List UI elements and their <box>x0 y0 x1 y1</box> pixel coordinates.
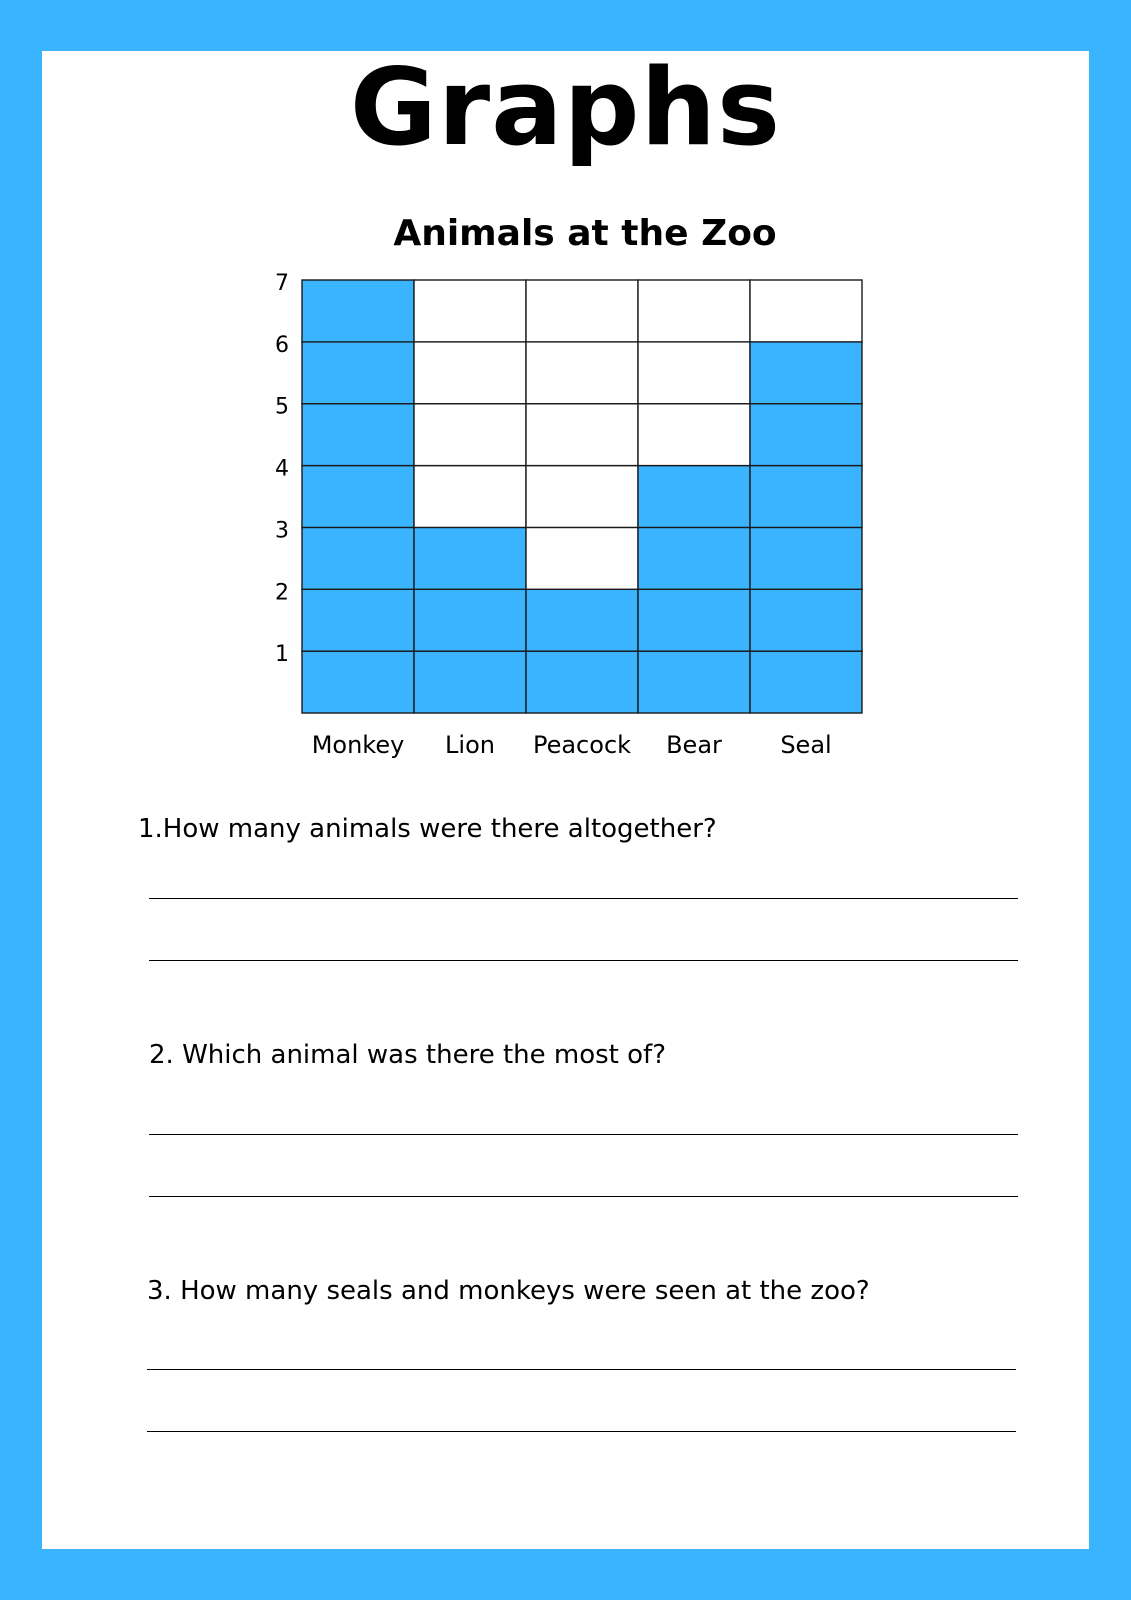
question-2: 2. Which animal was there the most of? <box>149 1040 666 1070</box>
answer-line[interactable] <box>147 1369 1016 1370</box>
empty-cell-bear <box>638 404 750 466</box>
empty-cell-peacock <box>526 527 638 589</box>
y-tick-label: 4 <box>275 456 289 482</box>
bar-cell-lion <box>414 527 526 589</box>
bar-cell-seal <box>750 404 862 466</box>
x-tick-label: Seal <box>780 731 832 759</box>
empty-cell-peacock <box>526 404 638 466</box>
bar-cell-monkey <box>302 280 414 342</box>
empty-cell-lion <box>414 342 526 404</box>
y-tick-label: 2 <box>275 580 289 606</box>
x-tick-label: Monkey <box>311 731 405 759</box>
bar-cell-monkey <box>302 527 414 589</box>
answer-line[interactable] <box>147 1431 1016 1432</box>
x-tick-label: Bear <box>666 731 722 759</box>
empty-cell-seal <box>750 280 862 342</box>
bar-cell-seal <box>750 527 862 589</box>
y-tick-label: 7 <box>275 271 289 296</box>
bar-cell-seal <box>750 589 862 651</box>
bar-cell-bear <box>638 466 750 528</box>
y-tick-label: 5 <box>275 394 289 420</box>
y-tick-label: 1 <box>275 642 289 668</box>
bar-cell-peacock <box>526 589 638 651</box>
bar-cell-seal <box>750 651 862 713</box>
empty-cell-lion <box>414 404 526 466</box>
page-title: Graphs <box>349 46 782 169</box>
question-1: 1.How many animals were there altogether? <box>138 814 717 844</box>
question-3: 3. How many seals and monkeys were seen at the zoo? <box>147 1276 870 1306</box>
bar-cell-monkey <box>302 404 414 466</box>
bar-cell-bear <box>638 651 750 713</box>
bar-cell-monkey <box>302 651 414 713</box>
empty-cell-bear <box>638 342 750 404</box>
empty-cell-peacock <box>526 466 638 528</box>
answer-line[interactable] <box>149 1134 1018 1135</box>
bar-cell-monkey <box>302 342 414 404</box>
empty-cell-peacock <box>526 280 638 342</box>
bar-cell-lion <box>414 589 526 651</box>
x-tick-label: Peacock <box>532 731 632 759</box>
bar-cell-monkey <box>302 466 414 528</box>
y-tick-label: 3 <box>275 518 289 544</box>
empty-cell-lion <box>414 466 526 528</box>
bar-cell-seal <box>750 466 862 528</box>
answer-line[interactable] <box>149 960 1018 961</box>
answer-line[interactable] <box>149 1196 1018 1197</box>
bar-cell-lion <box>414 651 526 713</box>
chart-title: Animals at the Zoo <box>393 213 777 254</box>
bar-cell-bear <box>638 589 750 651</box>
bar-cell-seal <box>750 342 862 404</box>
y-tick-label: 6 <box>275 332 289 358</box>
empty-cell-bear <box>638 280 750 342</box>
bar-cell-bear <box>638 527 750 589</box>
bar-cell-monkey <box>302 589 414 651</box>
bar-cell-peacock <box>526 651 638 713</box>
x-tick-label: Lion <box>445 731 495 759</box>
empty-cell-lion <box>414 280 526 342</box>
empty-cell-peacock <box>526 342 638 404</box>
answer-line[interactable] <box>149 898 1018 899</box>
